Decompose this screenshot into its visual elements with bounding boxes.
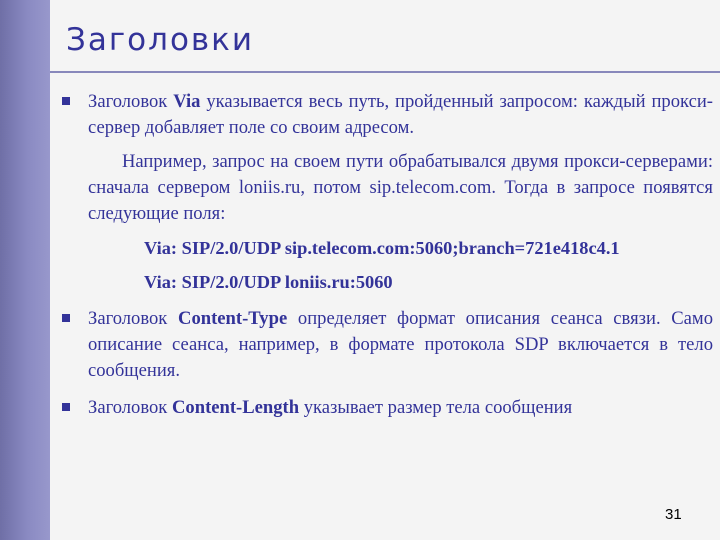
bullet-square-icon (62, 314, 70, 322)
bullet-prefix: Заголовок (88, 308, 179, 329)
bullet-keyword: Content-Type (178, 308, 288, 329)
bullet-via (62, 89, 713, 295)
bullet-text (88, 395, 713, 421)
bullet-keyword: Via (173, 91, 201, 112)
bullet-text (88, 306, 713, 384)
title-divider (50, 71, 720, 73)
bullet-prefix: Заголовок (88, 397, 172, 418)
bullet-square-icon (62, 97, 70, 105)
slide-title: Заголовки (66, 22, 255, 58)
bullet-square-icon (62, 403, 70, 411)
bullet-prefix: Заголовок (88, 91, 174, 112)
page-number: 31 (665, 506, 682, 523)
sidebar-accent (0, 0, 50, 540)
bullet-suffix: указывается весь путь, пройденный запросом: каждый прокси-сервер добавляет поле со своим адресом. (88, 91, 713, 138)
bullet-content-type (62, 306, 713, 384)
bullet-text (88, 89, 713, 141)
slide-content (62, 89, 713, 421)
bullet-suffix: указывает размер тела сообщения (299, 397, 573, 418)
bullet-suffix: определяет формат описания сеанса связи. Само описание сеанса, например, в формате протокола SDP включается в тело сообщения. (88, 308, 714, 381)
example-paragraph: Например, запрос на своем пути обрабатывался двумя прокси-серверами: сначала сервером loniis.ru, потом sip.telecom.com. Тогда в запросе появятся следующие поля: (88, 151, 713, 224)
code-line-1: Via: SIP/2.0/UDP sip.telecom.com:5060;branch=721e418c4.1 (144, 238, 620, 258)
bullet-content-length (62, 395, 713, 421)
code-line-2: Via: SIP/2.0/UDP loniis.ru:5060 (144, 272, 393, 292)
bullet-keyword: Content-Length (172, 397, 300, 418)
